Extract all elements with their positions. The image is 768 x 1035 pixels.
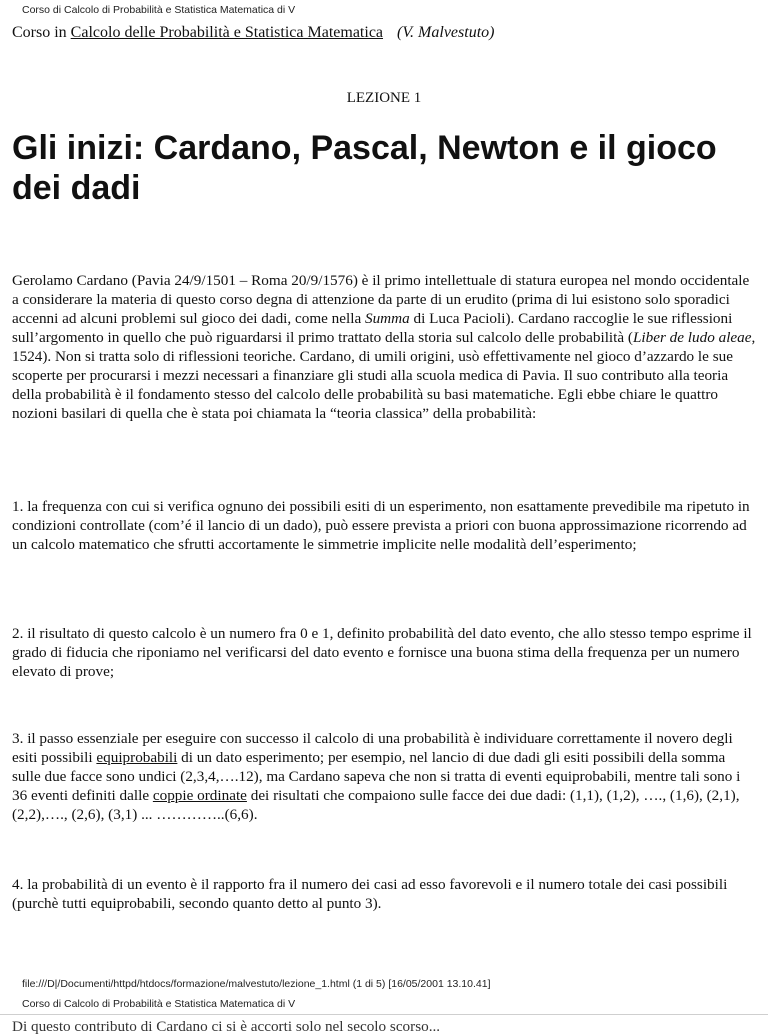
footer-file-path: file:///D|/Documenti/httpd/htdocs/formazione/malvestuto/lezione_1.html (1 di 5) [16/05/2001 13.10.41] [22, 978, 491, 990]
coppie-ordinate-link[interactable]: coppie ordinate [152, 787, 247, 804]
intro-text-1: Gerolamo Cardano (Pavia 24/9/1501 – Roma 20/9/1576) è il primo intellettuale di statura europea nel mondo occidentale a considerare la materia di questo corso degna di attenzione da parte di un erudito (prima di lui esistono solo sporadici accenni ad alcuni problemi sul gioco dei dadi, come nella [12, 272, 750, 327]
point-1-paragraph: 1. la frequenza con cui si verifica ognuno dei possibili esiti di un esperimento, non esattamente prevedibile ma ripetuto in condizioni controllate (com’é il lancio di un dado), può essere prevista a priori con buona approssimazione ricorrendo ad un calcolo matematico che sfrutti accortamente le simmetrie implicite nelle modalità dell’esperimento; [12, 498, 750, 553]
point-3-text-1: 3. il passo essenziale per eseguire con successo il calcolo di una probabilità è individuare correttamente il novero degli esiti possibili [12, 730, 733, 766]
point-4-paragraph: 4. la probabilità di un evento è il rapporto fra il numero dei casi ad esso favorevoli e il numero totale dei casi possibili (purchè tutti equiprobabili, secondo quanto detto al punto 3). [12, 876, 728, 912]
next-page-cutoff-text [12, 1016, 756, 1035]
point-2-paragraph: 2. il risultato di questo calcolo è un numero fra 0 e 1, definito probabilità del dato evento, che allo stesso tempo esprime il grado di fiducia che riponiamo nel verificarsi del dato evento e fornisce una buona stima della frequenza per un numero elevato di prove; [12, 625, 752, 680]
point-3-text-2: di un dato esperimento; per esempio, nel lancio di due dadi gli esiti possibili della somma sulle due facce sono undici (2,3,4,….12), ma Cardano sapeva che non si tratta di eventi equiprobabili, mentre tali sono i 36 eventi definiti dalle [12, 749, 741, 804]
intro-summa: Summa [364, 310, 410, 327]
next-page-cutoff-line: Di questo contributo di Cardano ci si è accorti solo nel secolo scorso... [12, 1018, 441, 1035]
next-page-header: Corso di Calcolo di Probabilità e Statistica Matematica di V [22, 998, 296, 1010]
course-prefix: Corso in [12, 24, 71, 41]
page-divider [0, 1014, 768, 1015]
intro-paragraph [12, 271, 756, 423]
page-title: Gli inizi: Cardano, Pascal, Newton e il gioco dei dadi [12, 129, 717, 207]
point-3-paragraph [12, 729, 756, 824]
course-name-link[interactable]: Calcolo delle Probabilità e Statistica Matematica [70, 24, 384, 41]
course-line [12, 24, 494, 42]
lesson-label: LEZIONE 1 [346, 90, 422, 106]
course-author: (V. Malvestuto) [397, 24, 495, 41]
intro-text-3: , 1524). Non si tratta solo di riflessioni teoriche. Cardano, di umili origini, usò effettivamente nel gioco d’azzardo le sue scoperte per procurarsi i mezzi necessari a finanziare gli studi alla scuola medica di Pavia. Il suo contributo alla teoria della probabilità è il fondamento stesso del calcolo delle probabilità su basi matematiche. Egli ebbe chiare le quattro nozioni basilari di quella che è stata poi chiamata la “teoria classica” della probabilità: [12, 329, 756, 422]
point-3-text-3: dei risultati che compaiono sulle facce dei due dadi: (1,1), (1,2), …., (1,6), (2,1), (2,2),…., (2,6), (3,1) ... …………..(6,6). [12, 787, 740, 823]
equiprobabili-link[interactable]: equiprobabili [96, 749, 178, 766]
intro-text-2: di Luca Pacioli). Cardano raccoglie le sue riflessioni sull’argomento in quello che può riguardarsi il primo trattato della storia sul calcolo delle probabilità ( [12, 310, 733, 346]
intro-liber: Liber de ludo aleae [632, 329, 752, 346]
browser-header: Corso di Calcolo di Probabilità e Statistica Matematica di V [22, 4, 296, 16]
